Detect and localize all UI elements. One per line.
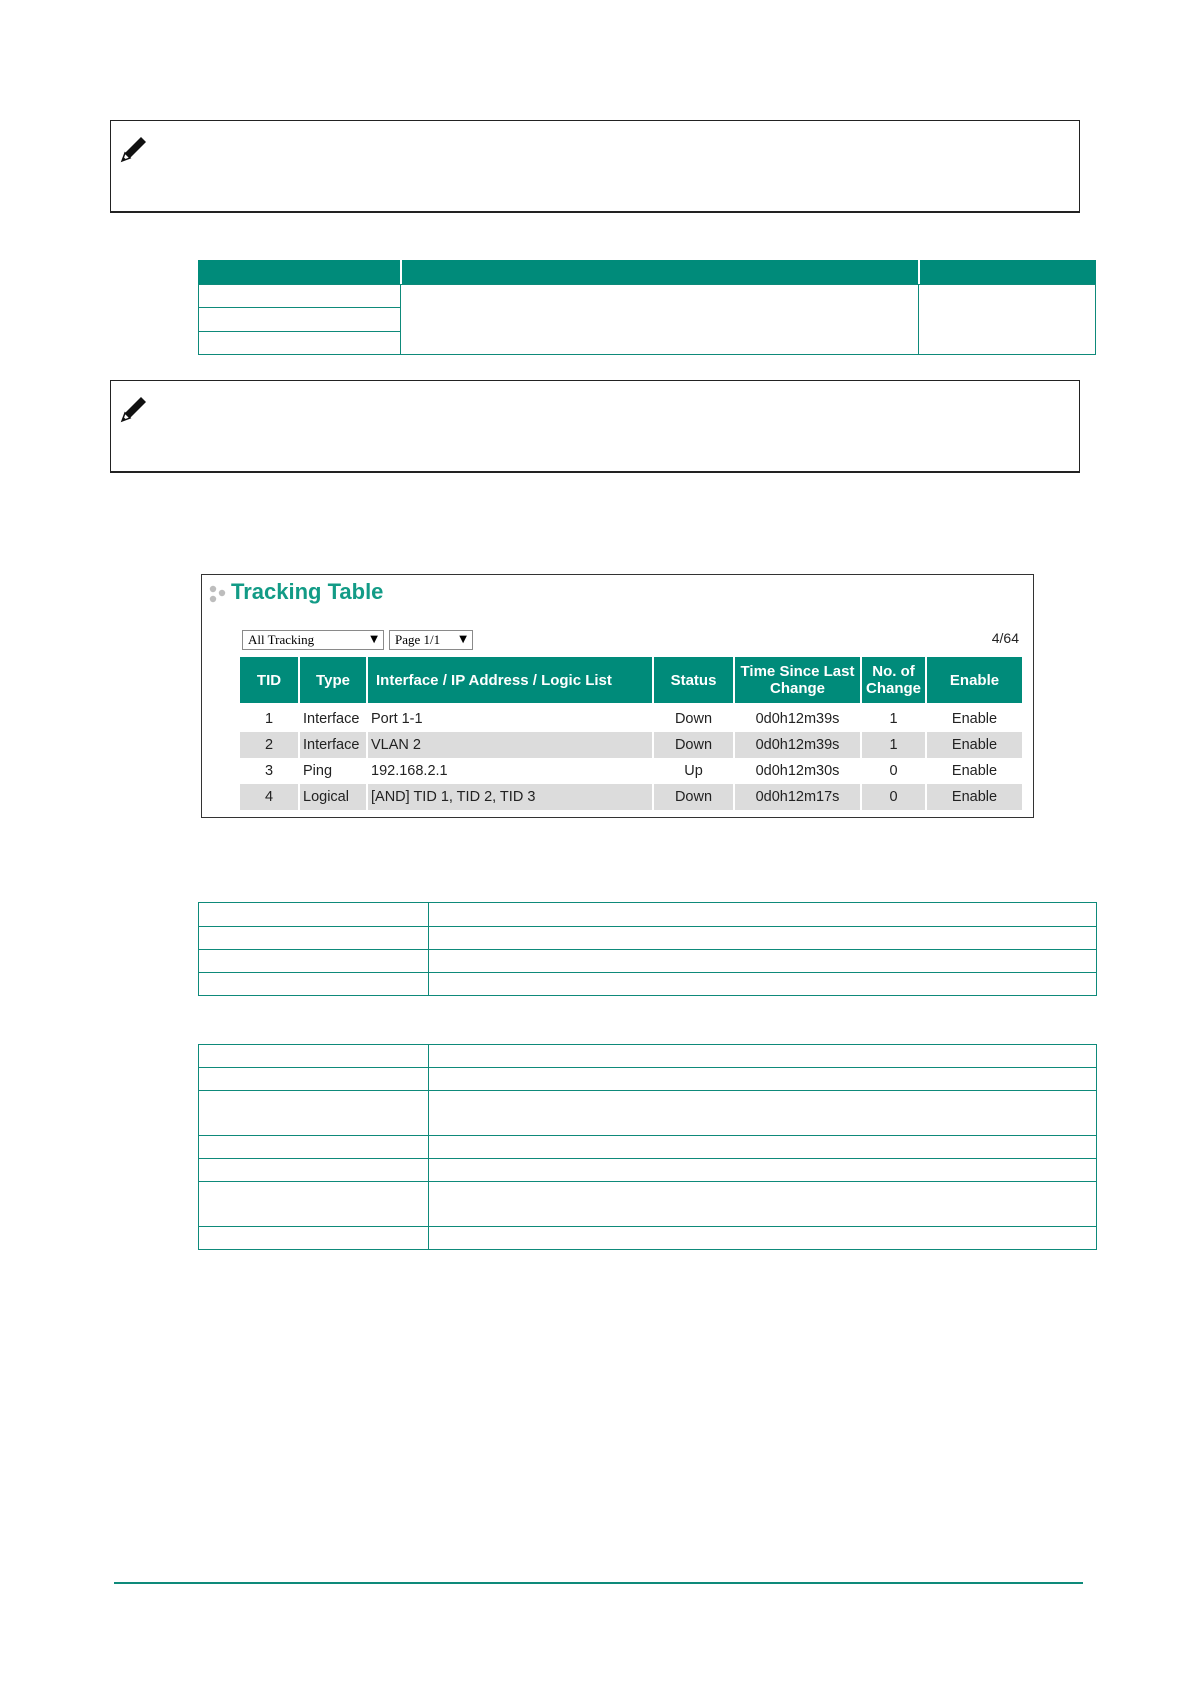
table-row[interactable] — [240, 758, 1022, 784]
cell-changes: 1 — [862, 732, 925, 758]
table-row[interactable] — [240, 732, 1022, 758]
table-row[interactable] — [240, 784, 1022, 810]
cell-time: 0d0h12m17s — [735, 784, 860, 810]
panel-title: Tracking Table — [231, 579, 384, 604]
page-select[interactable] — [389, 630, 473, 650]
pencil-icon — [116, 131, 152, 167]
table-row — [199, 1091, 1097, 1136]
table-row — [199, 1068, 1097, 1091]
filter-select-value: All Tracking — [248, 632, 315, 647]
cell-tid: 3 — [264, 763, 274, 779]
table-cell — [199, 1091, 429, 1136]
cell-time: 0d0h12m30s — [755, 763, 840, 779]
table-row — [199, 1159, 1097, 1182]
table-cell — [429, 903, 1097, 927]
table-row — [199, 1227, 1097, 1250]
cell-tid: 2 — [240, 732, 298, 758]
table-header-row — [240, 657, 1022, 706]
table-cell — [429, 1068, 1097, 1091]
table-row — [199, 903, 1097, 927]
dropdown-arrow-icon: ▼ — [370, 634, 378, 645]
table-cell — [199, 927, 429, 950]
cell-changes: 1 — [889, 711, 898, 727]
col-header: Enable — [927, 657, 1022, 706]
note-box-2 — [110, 380, 1080, 473]
table-row[interactable] — [240, 706, 1022, 732]
table-cell — [199, 950, 429, 973]
cell-type: Logical — [300, 784, 366, 810]
table-cell — [199, 1136, 429, 1159]
table-row — [199, 950, 1097, 973]
table-cell — [429, 1182, 1097, 1227]
table-row — [199, 973, 1097, 996]
cell-enable: Enable — [951, 711, 998, 727]
cell-status: Down — [654, 784, 733, 810]
page-select-value: Page 1/1 — [395, 632, 441, 647]
table-cell — [199, 1045, 429, 1068]
cell-enable: Enable — [927, 732, 1022, 758]
cell-target: 192.168.2.1 — [371, 763, 448, 779]
table-cell — [429, 973, 1097, 996]
cell-changes: 0 — [862, 784, 925, 810]
cell-target: Port 1-1 — [371, 711, 423, 727]
entry-count: 4/64 — [991, 630, 1019, 646]
cell-type: Ping — [303, 763, 333, 779]
col-header: No. of Change — [862, 657, 925, 706]
col-header: Type — [300, 657, 366, 706]
cell-target: [AND] TID 1, TID 2, TID 3 — [368, 784, 652, 810]
table-row — [199, 1182, 1097, 1227]
divider — [198, 307, 400, 308]
tracking-table — [238, 657, 1024, 810]
cell-enable: Enable — [951, 763, 998, 779]
table-body — [198, 284, 1096, 355]
cell-target: VLAN 2 — [368, 732, 652, 758]
tracking-filter-select[interactable] — [242, 630, 384, 650]
table-cell — [429, 1045, 1097, 1068]
cell-tid: 1 — [264, 711, 274, 727]
divider — [400, 284, 401, 355]
col-header: Status — [654, 657, 733, 706]
table-cell — [429, 927, 1097, 950]
cell-tid: 4 — [240, 784, 298, 810]
description-table-1 — [198, 902, 1097, 996]
footer-divider — [114, 1582, 1083, 1584]
pencil-icon — [116, 391, 152, 427]
table-cell — [429, 1159, 1097, 1182]
header-cell — [402, 260, 918, 284]
table-row — [199, 1136, 1097, 1159]
table-cell — [199, 1182, 429, 1227]
table-cell — [429, 950, 1097, 973]
cell-time: 0d0h12m39s — [755, 711, 840, 727]
table-row — [199, 1045, 1097, 1068]
cell-status: Down — [674, 711, 713, 727]
table-cell — [199, 1159, 429, 1182]
table-cell — [429, 1227, 1097, 1250]
table-cell — [199, 1068, 429, 1091]
table-cell — [199, 903, 429, 927]
cell-status: Down — [654, 732, 733, 758]
col-header: Time Since Last Change — [735, 657, 860, 706]
dropdown-arrow-icon: ▼ — [459, 634, 467, 645]
divider — [198, 331, 400, 332]
tracking-table-panel — [201, 574, 1034, 818]
note-box-1 — [110, 120, 1080, 213]
table-row — [199, 927, 1097, 950]
cell-status: Up — [684, 763, 703, 779]
cell-type: Interface — [300, 732, 366, 758]
description-table-2 — [198, 1044, 1097, 1250]
header-cell — [920, 260, 1096, 284]
col-header: TID — [240, 657, 298, 706]
table-cell — [429, 1091, 1097, 1136]
cell-enable: Enable — [927, 784, 1022, 810]
divider — [918, 284, 919, 355]
cell-time: 0d0h12m39s — [735, 732, 860, 758]
table-cell — [429, 1136, 1097, 1159]
table-cell — [199, 1227, 429, 1250]
header-cell — [198, 260, 400, 284]
cell-type: Interface — [303, 711, 360, 727]
dots-icon — [208, 584, 228, 604]
col-header: Interface / IP Address / Logic List — [368, 657, 652, 706]
cell-changes: 0 — [889, 763, 898, 779]
table-cell — [199, 973, 429, 996]
